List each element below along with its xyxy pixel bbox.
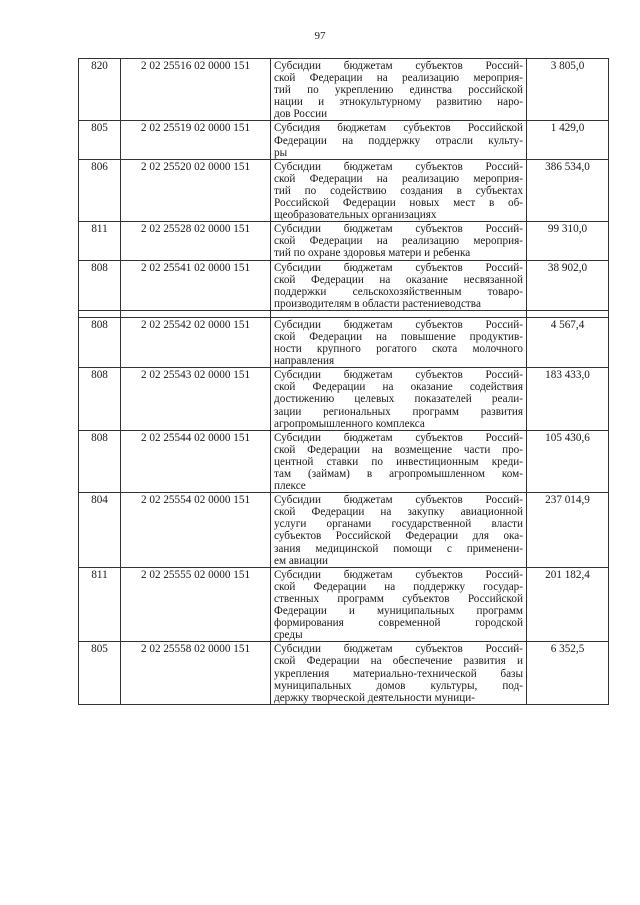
admin-code-cell: 806 (79, 159, 121, 221)
row-gap (79, 310, 609, 317)
description-line: дов России (274, 108, 328, 121)
description-line: тий по охране здоровья матери и ребенка (274, 247, 471, 260)
description-cell (271, 642, 527, 704)
description-line: Субсидии бюджетам субъектов Россий- (274, 60, 523, 72)
admin-code-cell: 811 (79, 567, 121, 642)
table-row (79, 59, 609, 121)
budget-code-cell: 2 02 25558 02 0000 151 (121, 642, 271, 704)
description-line: зации региональных программ развития (274, 405, 523, 418)
description-line: Субсидии бюджетам субъектов Россий- (274, 261, 523, 274)
budget-code-cell: 2 02 25520 02 0000 151 (121, 159, 271, 221)
budget-code-cell: 2 02 25543 02 0000 151 (121, 368, 271, 430)
table-row (79, 222, 609, 260)
amount-cell: 105 430,6 (527, 430, 609, 492)
description-cell (271, 222, 527, 260)
description-line: ской Федерации на оказание несвязанной (274, 273, 523, 286)
description-line: нации и этнокультурному развитию наро- (274, 96, 523, 109)
description-line: ской Федерации на реализацию мероприя- (274, 172, 523, 185)
budget-code-cell: 2 02 25516 02 0000 151 (121, 59, 271, 121)
budget-table-body (79, 59, 609, 705)
description-line: достижению целевых показателей реали- (274, 393, 523, 406)
description-cell (271, 121, 527, 159)
table-row (79, 493, 609, 568)
description-line: Субсидии бюджетам субъектов Россий- (274, 160, 523, 173)
budget-code-cell: 2 02 25542 02 0000 151 (121, 317, 271, 367)
description-line: Субсидии бюджетам субъектов Россий- (274, 568, 523, 581)
description-line: тий по укреплению единства российской (274, 84, 523, 97)
description-line: направления (274, 355, 335, 368)
table-row (79, 121, 609, 159)
amount-cell: 201 182,4 (527, 567, 609, 642)
budget-code-cell: 2 02 25541 02 0000 151 (121, 260, 271, 310)
description-line: Субсидии бюджетам субъектов Россий- (274, 643, 523, 656)
description-line: ем авиации (274, 554, 329, 567)
description-line: зания медицинской помощи с применени- (274, 542, 523, 555)
admin-code-cell: 820 (79, 59, 121, 121)
budget-code-cell: 2 02 25555 02 0000 151 (121, 567, 271, 642)
amount-cell: 6 352,5 (527, 642, 609, 704)
amount-cell: 3 805,0 (527, 59, 609, 121)
description-line: плексе (274, 480, 306, 493)
description-line: ской Федерации на поддержку государ- (274, 580, 523, 593)
description-line: ской Федерации на оказание содействия (274, 381, 523, 394)
row-gap-cell (79, 310, 121, 317)
description-cell (271, 567, 527, 642)
page-number: 97 (314, 30, 326, 42)
description-line: Субсидия бюджетам субъектов Российской (274, 122, 523, 135)
description-line: ской Федерации на реализацию мероприя- (274, 235, 523, 248)
table-row (79, 642, 609, 704)
admin-code-cell: 811 (79, 222, 121, 260)
amount-cell: 4 567,4 (527, 317, 609, 367)
amount-cell: 38 902,0 (527, 260, 609, 310)
description-line: укрепления материально-технической базы (274, 667, 523, 680)
description-line: субъектов Российской Федерации для ока- (274, 530, 523, 543)
admin-code-cell: 808 (79, 260, 121, 310)
admin-code-cell: 808 (79, 317, 121, 367)
budget-table (78, 58, 609, 705)
budget-code-cell: 2 02 25554 02 0000 151 (121, 493, 271, 568)
admin-code-cell: 804 (79, 493, 121, 568)
description-line: производителям в области растениеводства (274, 297, 481, 310)
table-row (79, 567, 609, 642)
description-line: Субсидии бюджетам субъектов Россий- (274, 369, 523, 382)
description-cell (271, 59, 527, 121)
admin-code-cell: 808 (79, 368, 121, 430)
description-line: Субсидии бюджетам субъектов Россий- (274, 431, 523, 444)
admin-code-cell: 805 (79, 121, 121, 159)
description-line: ской Федерации на закупку авиационной (274, 506, 523, 519)
description-line: среды (274, 629, 303, 642)
description-line: ской Федерации на повышение продуктив- (274, 330, 523, 343)
description-line: центной ставки по инвестиционным креди- (274, 455, 523, 468)
description-line: держку творческой деятельности муници- (274, 691, 475, 704)
amount-cell: 386 534,0 (527, 159, 609, 221)
amount-cell: 183 433,0 (527, 368, 609, 430)
description-line: Субсидии бюджетам субъектов Россий- (274, 223, 523, 236)
amount-cell: 1 429,0 (527, 121, 609, 159)
description-cell (271, 159, 527, 221)
admin-code-cell: 805 (79, 642, 121, 704)
description-line: щеобразовательных организациях (274, 209, 437, 222)
description-line: ности крупного рогатого скота молочного (274, 343, 523, 356)
description-line: там (займам) в агропромышленном ком- (274, 468, 523, 480)
amount-cell: 237 014,9 (527, 493, 609, 568)
table-row (79, 430, 609, 492)
description-cell (271, 430, 527, 492)
budget-code-cell: 2 02 25519 02 0000 151 (121, 121, 271, 159)
description-line: ской Федерации на обеспечение развития и (274, 655, 523, 668)
description-line: услуги органами государственной власти (274, 518, 523, 531)
admin-code-cell: 808 (79, 430, 121, 492)
description-line: муниципальных домов культуры, под- (274, 679, 523, 692)
description-cell (271, 317, 527, 367)
row-gap-cell (527, 310, 609, 317)
description-line: Субсидии бюджетам субъектов Россий- (274, 318, 523, 331)
table-row (79, 317, 609, 367)
description-line: Федерации и муниципальных программ (274, 605, 523, 618)
amount-cell: 99 310,0 (527, 222, 609, 260)
description-cell (271, 493, 527, 568)
description-line: формирования современной городской (274, 617, 523, 630)
budget-code-cell: 2 02 25544 02 0000 151 (121, 430, 271, 492)
description-line: ственных программ субъектов Российской (274, 592, 523, 605)
description-cell (271, 260, 527, 310)
row-gap-cell (271, 310, 527, 317)
budget-code-cell: 2 02 25528 02 0000 151 (121, 222, 271, 260)
description-line: тий по содействию создания в субъектах (274, 184, 523, 197)
row-gap-cell (121, 310, 271, 317)
description-line: Российской Федерации новых мест в об- (274, 197, 523, 210)
table-row (79, 368, 609, 430)
description-line: Субсидии бюджетам субъектов Россий- (274, 494, 523, 507)
description-cell (271, 368, 527, 430)
description-line: ской Федерации на реализацию мероприя- (274, 72, 523, 85)
table-row (79, 260, 609, 310)
description-line: ры (274, 146, 288, 159)
description-line: агропромышленного комплекса (274, 417, 425, 430)
description-line: поддержки сельскохозяйственным товаро- (274, 285, 523, 298)
description-line: ской Федерации на возмещение части про- (274, 443, 523, 456)
table-row (79, 159, 609, 221)
description-line: Федерации на поддержку отрасли культу- (274, 134, 523, 147)
